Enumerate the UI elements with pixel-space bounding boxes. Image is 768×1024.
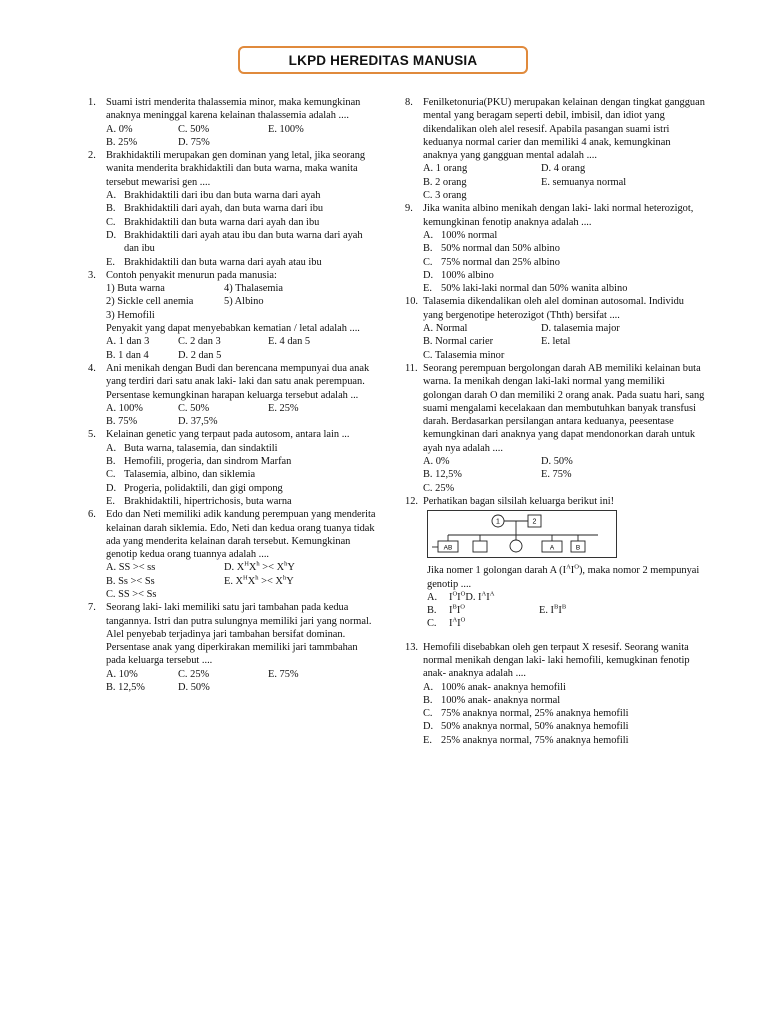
option: B. Brakhidaktili dari ayah, dan buta warna dari ibu <box>106 203 324 215</box>
child-ab-label: AB <box>443 544 453 552</box>
answer-row: B. 1 dan 4 D. 2 dan 5 <box>106 349 222 361</box>
question-8: 8. Fenilketonuria(PKU) merupakan kelainan dengan tingkat gangguan mental yang beragam seperti debil, imbisil, dan idiot yang dikendalikan oleh alel resesif. Apabila pasangan suami istri keduanya normal carier dan memiliki 4 anak, kemungkinan anaknya yang gangguan mental adalah .... <box>405 97 705 162</box>
question-6: 6. Edo dan Neti memiliki adik kandung perempuan yang menderita kelainan darah siklemia. Edo, Neti dan kedua orang tuanya tidak ada yang menderita kelainan darah tersebut. Kemungkinan genotip kedua orang tuannya adalah .... <box>88 509 376 561</box>
option: D. Brakhidaktili dari ayah atau ibu dan buta warna dari ayah dan ibu <box>106 229 363 255</box>
question-text: Seorang laki- laki memiliki satu jari tambahan pada kedua tangannya. Istri dan putra sulungnya memiliki jari yang normal. Alel penyebab terjadinya jari tambahan bersifat dominan. Persentase anak yang diperkirakan memiliki jari tammbahan pada keluarga tersebut .... <box>106 602 372 667</box>
question-text: Edo dan Neti memiliki adik kandung perempuan yang menderita kelainan darah siklemia. Edo, Neti dan kedua orang tuanya tidak ada yang menderita kelainan darah tersebut. Kemungkinan genotip kedua orang tuannya adalah .... <box>106 509 376 561</box>
option: C. Talasemia, albino, dan siklemia <box>106 469 256 481</box>
question-1: 1. Suami istri menderita thalassemia minor, maka kemungkinan anaknya meninggal karena kelainan thalassemia adalah .... <box>88 97 361 122</box>
option: A. Brakhidaktili dari ibu dan buta warna dari ayah <box>106 190 321 202</box>
option: E. Brakhidaktili dan buta warna dari ayah atau ibu <box>106 256 322 268</box>
option: A. Buta warna, talasemia, dan sindaktili <box>106 442 278 454</box>
list-row: 3) Hemofili <box>106 309 155 321</box>
answer-row: A. 1 orang D. 4 orang <box>423 163 586 175</box>
question-text: Suami istri menderita thalassemia minor, maka kemungkinan anaknya meninggal karena kelainan thalassemia adalah .... <box>106 97 361 122</box>
answer-row: A. 1 dan 3 C. 2 dan 3 E. 4 dan 5 <box>106 336 311 348</box>
option: A. 100% anak- anaknya hemofili <box>423 681 566 693</box>
answer-row: A. $I^OI^OD$. $I^AI^A$ <box>427 590 495 603</box>
answer-row: B. 2 orang E. semuanya normal <box>423 176 627 188</box>
option: C. 75% anaknya normal, 25% anaknya hemofili <box>423 708 629 720</box>
answer-row: A. Normal D. talasemia major <box>423 323 620 335</box>
list-row: 2) Sickle cell anemia 5) Albino <box>106 296 264 308</box>
option: E. Brakhidaktili, hipertrichosis, buta warna <box>106 495 292 507</box>
answer-row: C. Talasemia minor <box>423 349 505 361</box>
option: D. Progeria, polidaktili, dan gigi ompong <box>106 482 283 494</box>
option: E. 25% anaknya normal, 75% anaknya hemofili <box>423 734 629 746</box>
child-a-label: A <box>549 544 555 552</box>
answer-row: A. 0% D. 50% <box>423 456 573 468</box>
question-text: Hemofili disebabkan oleh gen terpaut X resesif. Seorang wanita normal menikah dengan laki- laki hemofili, kemugkinan fenotip anak- anaknya adalah .... <box>423 641 690 680</box>
question-text: Jika wanita albino menikah dengan laki- laki normal heterozigot, kemungkinan fenotip anaknya adalah .... <box>423 203 694 228</box>
parent-2-label: 2 <box>532 518 537 526</box>
question-2: 2. Brakhidaktili merupakan gen dominan yang letal, jika seorang wanita menderita brakhidaktili dan buta warna, maka wanita tersebut mewarisi gen .... <box>88 150 366 188</box>
option: B. 50% normal dan 50% albino <box>423 243 560 255</box>
question-12: 12. Perhatikan bagan silsilah keluarga berikut ini! <box>405 495 615 507</box>
question-text: Brakhidaktili merupakan gen dominan yang letal, jika seorang wanita menderita brakhidaktili dan buta warna, maka wanita tersebut mewarisi gen .... <box>106 150 366 188</box>
answer-row: B. 12,5% E. 75% <box>423 469 572 481</box>
answer-row: C. SS >< Ss <box>106 588 157 600</box>
question-4: 4. Ani menikah dengan Budi dan berencana mempunyai dua anak yang terdiri dari satu anak laki- laki dan satu anak perempuan. Persentase kemungkinan harapan keluarga tersebut adalah ... <box>88 362 370 401</box>
question-7: 7. Seorang laki- laki memiliki satu jari tambahan pada kedua tangannya. Istri dan putra sulungnya memiliki jari yang normal. Alel penyebab terjadinya jari tambahan bersifat dominan. Persentase anak yang diperkirakan memiliki jari tammbahan pada keluarga tersebut .... <box>88 602 372 667</box>
answer-row: B. 75% D. 37,5% <box>106 416 218 428</box>
question-text: Contoh penyakit menurun pada manusia: <box>106 269 277 281</box>
answer-row: B. 25% D. 75% <box>106 136 210 148</box>
left-column <box>88 96 376 694</box>
option: D. 50% anaknya normal, 50% anaknya hemofili <box>423 721 629 733</box>
question-text: Kelainan genetic yang terpaut pada autosom, antara lain ... <box>106 429 350 441</box>
option: C. Brakhidaktili dan buta warna dari ayah dan ibu <box>106 216 320 228</box>
answer-row: B. Ss >< Ss E. $X^HX^h >< X^hY$ <box>106 574 294 587</box>
question-text: Talasemia dikendalikan oleh alel dominan autosomal. Individu yang bergenotipe heterozigot (Thth) bersifat .... <box>423 296 684 321</box>
option: D. 100% albino <box>423 269 494 281</box>
answer-row: A. 10% C. 25% E. 75% <box>106 668 299 680</box>
question-11: 11. Seorang perempuan bergolongan darah AB memiliki kelainan buta warna. Ia menikah dengan laki-laki normal yang memiliki golongan darah O dan memiliki 2 orang anak. Pada suatu hari, sang suami mengalami kecelakaan dan membutuhkan banyak transfusi darah. Berdasarkan persilangan antara keduanya, peesentase kemungkinan dari anaknya yang dapat mendonorkan darah untuk ayah nya adalah .... <box>405 362 705 454</box>
pedigree-diagram <box>428 511 616 557</box>
child-b-label: B <box>575 544 581 552</box>
answer-row: B. $I^BI^O$ E. $I^BI^B$ <box>427 603 567 617</box>
option: B. 100% anak- anaknya normal <box>423 694 561 706</box>
question-13: 13. Hemofili disebabkan oleh gen terpaut X resesif. Seorang wanita normal menikah dengan laki- laki hemofili, kemugkinan fenotip anak- anaknya adalah .... <box>405 641 690 680</box>
answer-row: C. 3 orang <box>423 190 467 202</box>
pedigree-chart <box>427 510 617 558</box>
options-list <box>88 189 376 269</box>
options-list <box>405 681 705 747</box>
title-box <box>238 46 528 74</box>
list-row: 1) Buta warna 4) Thalasemia <box>106 283 283 295</box>
answer-row: B. Normal carier E. letal <box>423 336 571 348</box>
question-text: Ani menikah dengan Budi dan berencana mempunyai dua anak yang terdiri dari satu anak laki- laki dan satu anak perempuan. Persentase kemungkinan harapan keluarga tersebut adalah ... <box>106 362 370 401</box>
question-text: Seorang perempuan bergolongan darah AB memiliki kelainan buta warna. Ia menikah dengan laki-laki normal yang memiliki golongan darah O dan memiliki 2 orang anak. Pada suatu hari, sang suami mengalami kecelakaan dan membutuhkan banyak transfusi darah. Berdasarkan persilangan antara keduanya, peesentase kemungkinan dari anaknya yang dapat mendonorkan darah untuk ayah nya adalah .... <box>423 362 705 454</box>
question-text: Fenilketonuria(PKU) merupakan kelainan dengan tingkat gangguan mental yang beragam seperti debil, imbisil, dan idiot yang dikendalikan oleh alel resesif. Apabila pasangan suami istri keduanya normal carier dan memiliki 4 anak, kemungkinan anaknya yang gangguan mental adalah .... <box>423 97 705 162</box>
answer-row: A. 0% C. 50% E. 100% <box>106 123 304 135</box>
answer-row: C. 25% <box>423 482 455 494</box>
question-10: 10. Talasemia dikendalikan oleh alel dominan autosomal. Individu yang bergenotipe heterozigot (Thth) bersifat .... <box>405 296 684 321</box>
options-list <box>405 229 705 295</box>
question-9: 9. Jika wanita albino menikah dengan laki- laki normal heterozigot, kemungkinan fenotip anaknya adalah .... <box>405 203 694 228</box>
question-text: Perhatikan bagan silsilah keluarga berikut ini! <box>423 495 615 507</box>
option: A. 100% normal <box>423 229 498 241</box>
question-text: Penyakit yang dapat menyebabkan kematian / letal adalah .... <box>106 323 360 335</box>
question-5: 5. Kelainan genetic yang terpaut pada autosom, antara lain ... <box>88 429 350 441</box>
parent-1-label: 1 <box>496 518 500 526</box>
page-title: LKPD HEREDITAS MANUSIA <box>288 52 478 68</box>
right-column <box>405 96 705 747</box>
child-square <box>473 541 487 552</box>
question-3: 3. Contoh penyakit menurun pada manusia: <box>88 269 277 281</box>
answer-row: A. SS >< ss D. $X^HX^h >< X^hY$ <box>106 560 295 574</box>
answer-row: C. $I^AI^O$ <box>427 616 466 630</box>
answer-row: B. 12,5% D. 50% <box>106 682 210 694</box>
child-circle <box>510 540 522 552</box>
option: B. Hemofili, progeria, dan sindrom Marfan <box>106 456 292 468</box>
pedigree-question: Jika nomer 1 golongan darah A $(I^AI^O)$, maka nomor 2 mempunyai genotip .... <box>427 563 700 590</box>
option: C. 75% normal dan 25% albino <box>423 256 560 268</box>
answer-row: A. 100% C. 50% E. 25% <box>106 402 299 414</box>
option: E. 50% laki-laki normal dan 50% wanita albino <box>423 283 628 295</box>
options-list <box>88 442 376 508</box>
